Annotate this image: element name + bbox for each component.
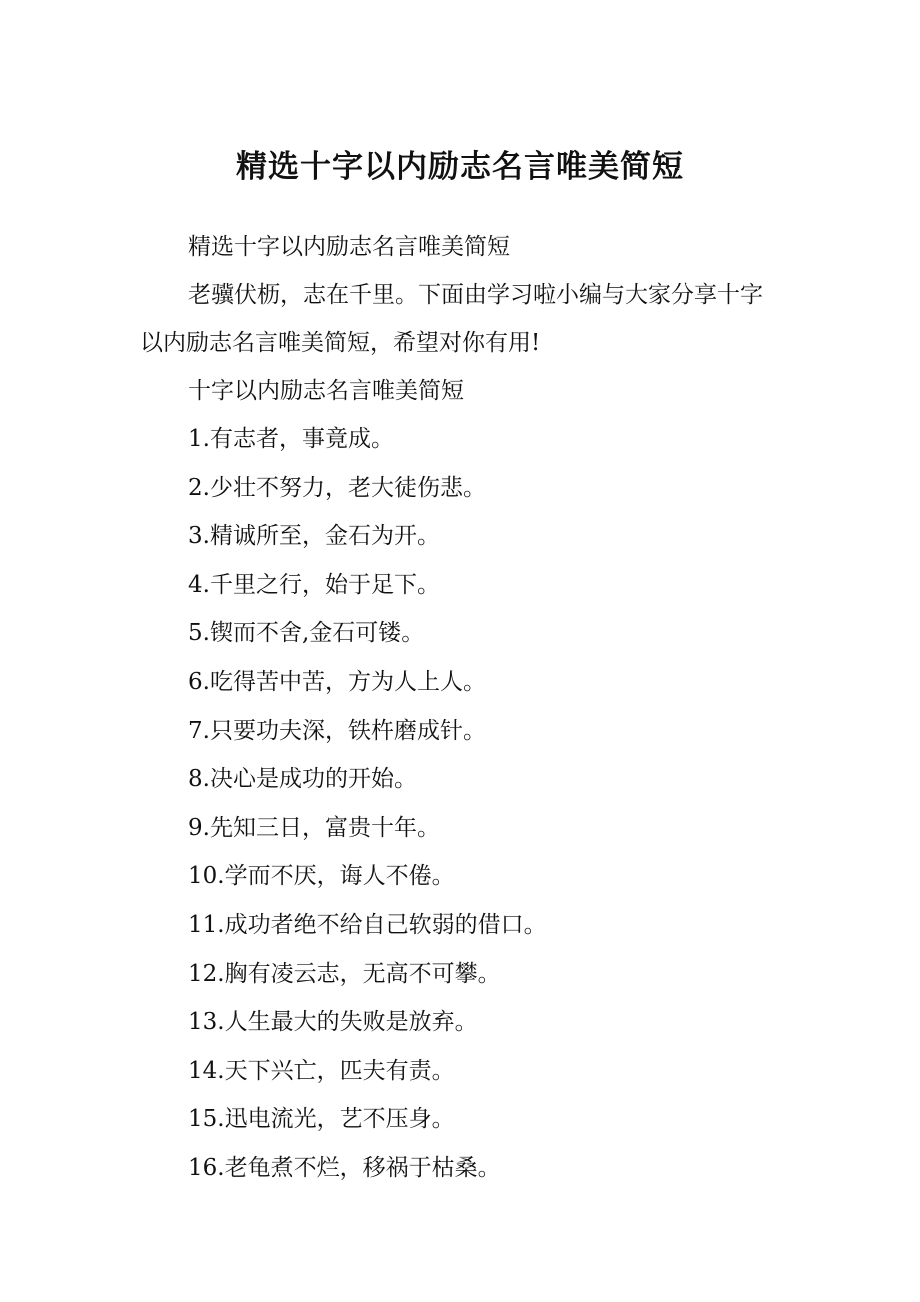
intro-paragraph: 老骥伏枥，志在千里。下面由学习啦小编与大家分享十字以内励志名言唯美简短，希望对你有用! (140, 282, 763, 356)
list-item: 4.千里之行，始于足下。 (188, 571, 440, 598)
list-item: 16.老龟煮不烂，移祸于枯桑。 (188, 1154, 501, 1181)
list-item: 5.锲而不舍,金石可镂。 (188, 620, 425, 647)
list-item: 15.迅电流光，艺不压身。 (188, 1106, 455, 1133)
list-item: 1.有志者，事竟成。 (188, 426, 394, 452)
list-item: 12.胸有凌云志，无高不可攀。 (188, 960, 501, 987)
list-item: 11.成功者绝不给自己软弱的借口。 (188, 911, 547, 938)
document-body (140, 223, 785, 1193)
subtitle-paragraph: 精选十字以内励志名言唯美简短 (188, 234, 510, 260)
list-item: 9.先知三日，富贵十年。 (188, 814, 440, 841)
list-item: 2.少壮不努力，老大徒伤悲。 (188, 474, 486, 501)
quote-list (140, 415, 785, 1193)
list-item: 7.只要功夫深，铁杵磨成针。 (188, 717, 486, 744)
section-heading: 十字以内励志名言唯美简短 (188, 378, 464, 404)
list-item: 13.人生最大的失败是放弃。 (188, 1009, 478, 1036)
list-item: 14.天下兴亡，匹夫有责。 (188, 1057, 455, 1084)
list-item: 3.精诚所至，金石为开。 (188, 523, 440, 550)
list-item: 6.吃得苦中苦，方为人上人。 (188, 668, 486, 695)
document-title: 精选十字以内励志名言唯美简短 (236, 149, 684, 185)
list-item: 8.决心是成功的开始。 (188, 766, 417, 793)
list-item: 10.学而不厌，诲人不倦。 (188, 863, 455, 890)
